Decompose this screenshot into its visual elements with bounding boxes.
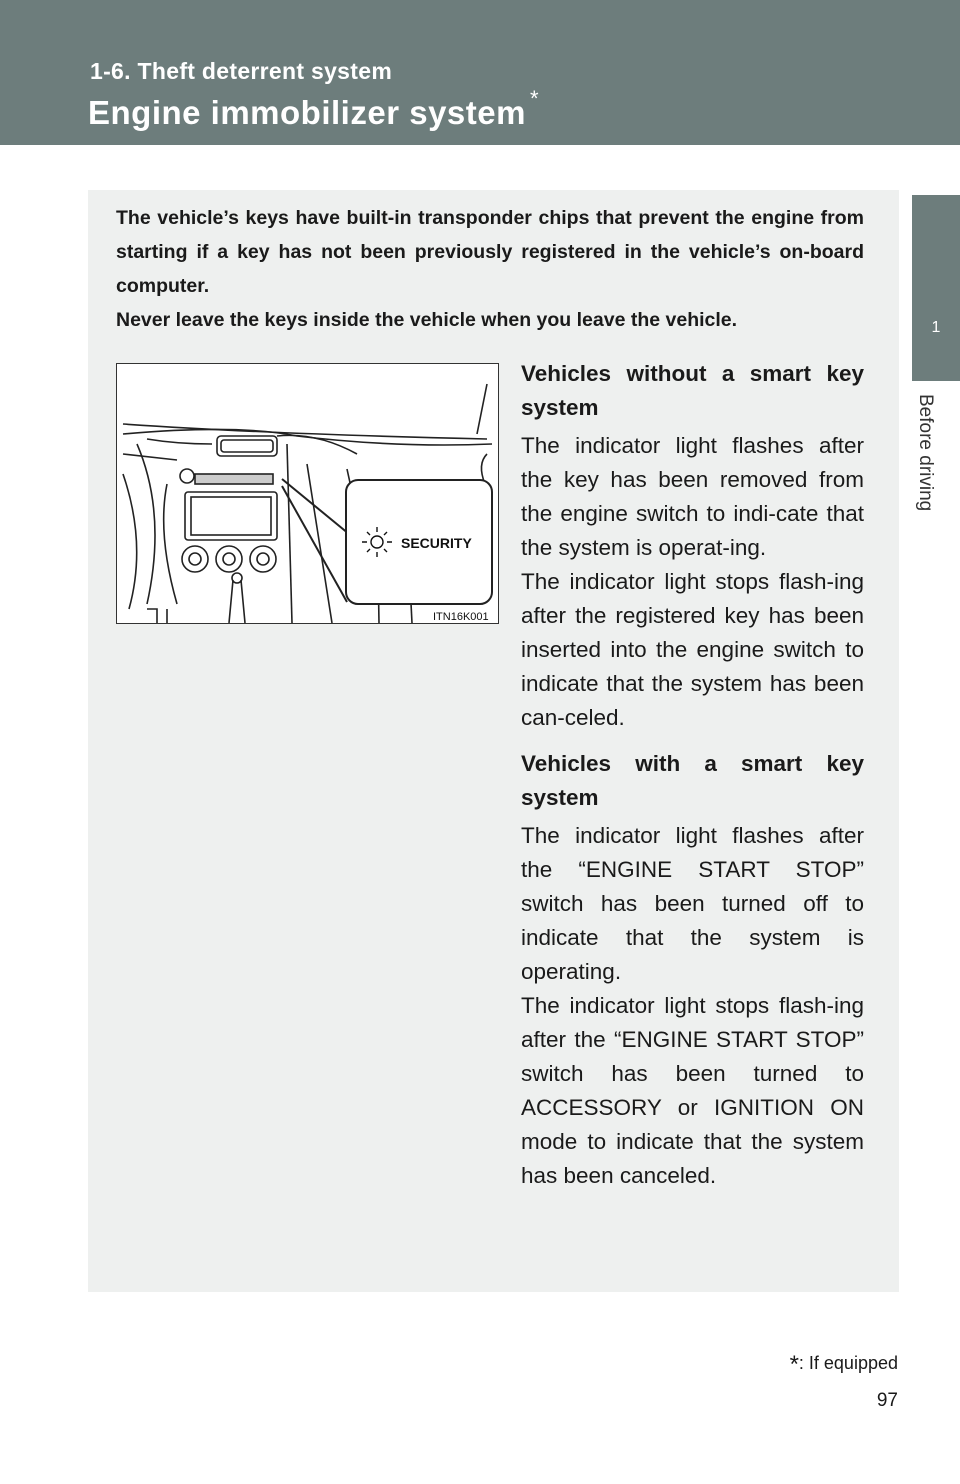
chapter-label: Before driving xyxy=(915,394,936,512)
title-text: Engine immobilizer system xyxy=(88,94,526,131)
if-equipped-mark: * xyxy=(529,86,540,111)
chapter-tab[interactable] xyxy=(912,195,960,381)
page-header xyxy=(0,0,960,145)
paragraph: The indicator light stops flash-ing after the registered key has been inserted into the engine switch to indicate that the system has been can-celed. xyxy=(521,569,864,730)
footnote xyxy=(790,1348,898,1376)
footnote-text: : If equipped xyxy=(798,1353,898,1373)
dashboard-drawing xyxy=(117,364,498,623)
security-indicator-label: SECURITY xyxy=(401,535,472,551)
paragraph: The indicator light flashes after the key has been removed from the engine switch to indi-cate that the system is operat-ing. xyxy=(521,433,864,560)
instructions-column xyxy=(521,357,864,1193)
asterisk-icon: * xyxy=(789,1351,799,1378)
dashboard-illustration xyxy=(116,363,499,624)
page-title xyxy=(88,86,540,132)
intro-warning: Never leave the keys inside the vehicle when you leave the vehicle. xyxy=(116,309,738,331)
paragraph: The indicator light stops flash-ing after the “ENGINE START STOP” switch has been turned to ACCESSORY or IGNITION ON mode to indicate that the system has been canceled. xyxy=(521,993,864,1188)
chapter-number: 1 xyxy=(931,319,941,336)
intro-text xyxy=(116,201,864,337)
page-number: 97 xyxy=(876,1390,898,1411)
paragraph: The indicator light flashes after the “ENGINE START STOP” switch has been turned off to indicate that the system is operating. xyxy=(521,823,864,984)
intro-paragraph: The vehicle’s keys have built-in transponder chips that prevent the engine from starting if a key has not been previously registered in the vehicle’s on-board computer. xyxy=(116,207,864,297)
figure-code: ITN16K001 xyxy=(433,611,489,623)
section-heading-no-smart-key: Vehicles without a smart key system xyxy=(521,361,864,420)
section-heading-smart-key: Vehicles with a smart key system xyxy=(521,751,864,810)
section-title: 1-6. Theft deterrent system xyxy=(90,58,393,84)
